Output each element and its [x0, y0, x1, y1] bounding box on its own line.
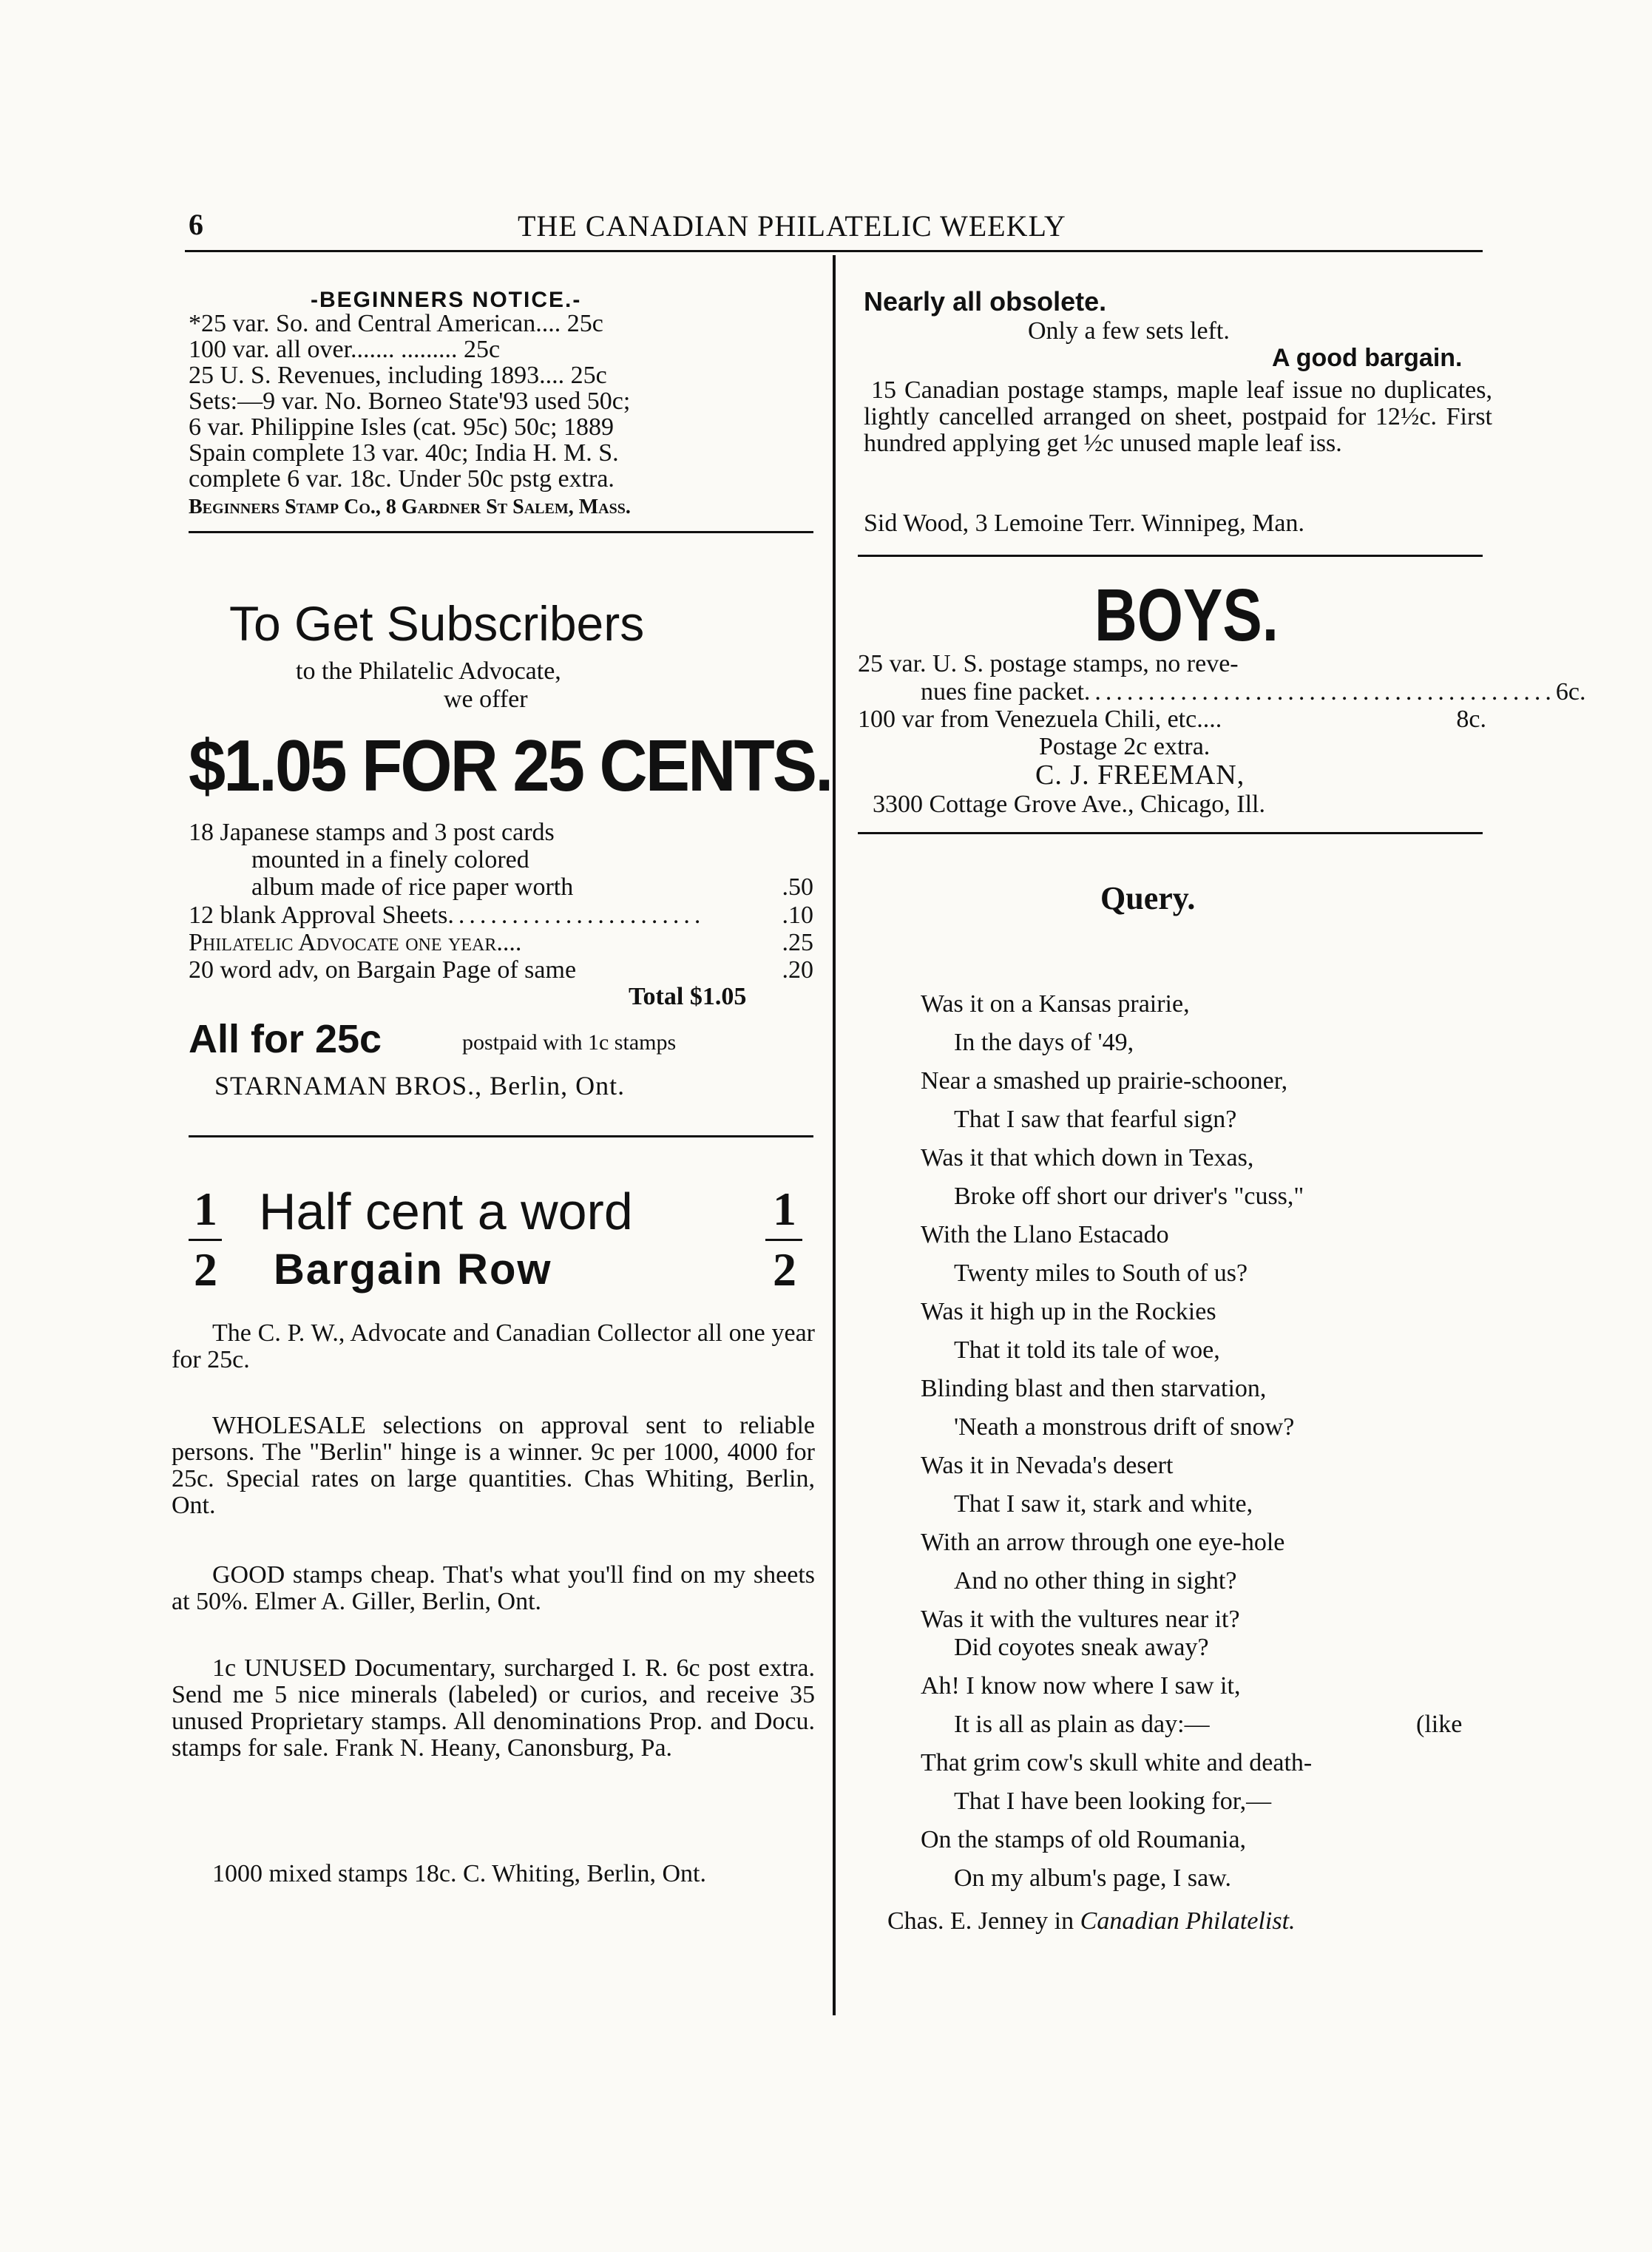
advocate-item-row — [251, 874, 813, 901]
advocate-all-for-note: postpaid with 1c stamps — [462, 1030, 677, 1055]
classified-ad: WHOLESALE selections on approval sent to reliable persons. The "Berlin" hinge is a winner. 9c per 1000, 4000 for 25c. Special rates on large quantities. Chas Whiting, Berlin, Ont. — [172, 1412, 815, 1519]
poem-line: In the days of '49, — [954, 1029, 1134, 1056]
column-divider — [833, 255, 836, 2015]
poem-line: Broke off short our driver's "cuss," — [954, 1183, 1304, 1210]
obsolete-heading: Nearly all obsolete. — [864, 286, 1107, 317]
attribution-author: Chas. E. Jenney in — [887, 1907, 1074, 1935]
poem-line: Was it that which down in Texas, — [921, 1144, 1254, 1171]
beginners-heading: -BEGINNERS NOTICE.- — [311, 288, 582, 312]
advocate-item-price: .10 — [782, 902, 813, 929]
advocate-item-row — [189, 957, 813, 984]
poem-line: That I saw that fearful sign? — [954, 1106, 1237, 1133]
poem-line: Blinding blast and then starvation, — [921, 1375, 1267, 1402]
advocate-item-label: 20 word adv, on Bargain Page of same — [189, 956, 577, 984]
bargain-heading: Half cent a word — [259, 1183, 633, 1240]
beginners-line: *25 var. So. and Central American.... 25c — [189, 310, 603, 337]
poem-line: On the stamps of old Roumania, — [921, 1826, 1247, 1853]
classified-ad: 1000 mixed stamps 18c. C. Whiting, Berlin, Ont. — [212, 1860, 706, 1887]
rule — [189, 1239, 222, 1241]
obsolete-line: A good bargain. — [1272, 344, 1463, 372]
classified-ad: 1c UNUSED Documentary, surcharged I. R. 6c post extra. Send me 5 nice minerals (labeled) or curios, and receive 35 unused Proprietary stamps. All denominations Prop. and Docu. stamps for sale. Frank N. Heany, Canonsburg, Pa. — [172, 1654, 815, 1762]
classified-ad: GOOD stamps cheap. That's what you'll find on my sheets at 50%. Elmer A. Giller, Berlin, Ont. — [172, 1561, 815, 1615]
obsolete-signature: Sid Wood, 3 Lemoine Terr. Winnipeg, Man. — [864, 510, 1305, 537]
poem-line: It is all as plain as day:— — [954, 1711, 1210, 1738]
advocate-total: Total $1.05 — [629, 983, 747, 1010]
poem-line: With an arrow through one eye-hole — [921, 1529, 1285, 1556]
poem-line: Did coyotes sneak away? — [954, 1634, 1209, 1661]
bargain-number: 1 — [194, 1183, 217, 1235]
boys-postage: Postage 2c extra. — [1039, 733, 1211, 760]
boys-item-row: nues fine packet ............................................ 6c. — [921, 678, 1586, 706]
advocate-item-row: 12 blank Approval Sheets ........................ .10 — [189, 902, 813, 929]
beginners-line: 6 var. Philippine Isles (cat. 95c) 50c; 1889 — [189, 413, 615, 441]
poem-aside: (like — [1416, 1711, 1463, 1738]
boys-heading: BOYS. — [1094, 574, 1279, 657]
boys-address: 3300 Cottage Grove Ave., Chicago, Ill. — [873, 791, 1265, 818]
bargain-heading: Bargain Row — [274, 1245, 552, 1294]
poem-line: With the Llano Estacado — [921, 1221, 1169, 1248]
boys-name: C. J. FREEMAN, — [1035, 760, 1245, 791]
beginners-line: complete 6 var. 18c. Under 50c pstg extra. — [189, 465, 615, 493]
beginners-line: Sets:—9 var. No. Borneo State'93 used 50c; — [189, 388, 631, 415]
classified-ad: The C. P. W., Advocate and Canadian Collector all one year for 25c. — [172, 1319, 815, 1373]
advocate-item-price: .50 — [782, 873, 813, 901]
poem-line: Was it in Nevada's desert — [921, 1452, 1174, 1479]
poem-line: That grim cow's skull white and death- — [921, 1749, 1313, 1776]
poem-line: Was it on a Kansas prairie, — [921, 990, 1190, 1018]
advocate-signature: STARNAMAN BROS., Berlin, Ont. — [214, 1071, 626, 1100]
page-number: 6 — [189, 208, 203, 241]
poem-line: That I saw it, stark and white, — [954, 1490, 1253, 1518]
advocate-subheading: to the Philatelic Advocate, — [296, 657, 561, 685]
advocate-item-price: .20 — [782, 956, 813, 984]
rule — [765, 1239, 802, 1241]
bargain-number: 2 — [773, 1243, 796, 1296]
advocate-item: 18 Japanese stamps and 3 post cards — [189, 819, 555, 846]
poem-line: That it told its tale of woe, — [954, 1336, 1220, 1364]
advocate-item-price: .25 — [782, 929, 813, 956]
advocate-offer: $1.05 FOR 25 CENTS. — [189, 725, 832, 806]
poem-title: Query. — [1100, 880, 1196, 916]
rule — [858, 555, 1483, 557]
advocate-heading: To Get Subscribers — [229, 596, 645, 651]
advocate-all-for: All for 25c — [189, 1017, 382, 1061]
advocate-item-label: 12 blank Approval Sheets — [189, 902, 448, 929]
boys-item-label: nues fine packet — [921, 678, 1084, 706]
running-title: THE CANADIAN PHILATELIC WEEKLY — [518, 209, 1066, 243]
boys-item: 25 var. U. S. postage stamps, no reve- — [858, 650, 1239, 677]
poem-line: 'Neath a monstrous drift of snow? — [954, 1413, 1295, 1441]
boys-item-price: 6c. — [1555, 678, 1586, 706]
poem-attribution — [887, 1908, 1296, 1935]
attribution-source: Canadian Philatelist. — [1080, 1907, 1296, 1935]
poem-line: And no other thing in sight? — [954, 1567, 1237, 1595]
obsolete-body: 15 Canadian postage stamps, maple leaf issue no duplicates, lightly cancelled arranged on sheet, postpaid for 12½c. First hundred applying get ½c unused maple leaf iss. — [864, 376, 1492, 457]
poem-line: Twenty miles to South of us? — [954, 1259, 1248, 1287]
poem-line: That I have been looking for,— — [954, 1788, 1272, 1815]
obsolete-line: Only a few sets left. — [1028, 317, 1230, 345]
beginners-line: Spain complete 13 var. 40c; India H. M. S. — [189, 439, 619, 467]
poem-line: Ah! I know now where I saw it, — [921, 1672, 1241, 1700]
bargain-number: 1 — [773, 1183, 796, 1235]
advocate-item: mounted in a finely colored — [251, 846, 529, 873]
poem-line: Was it high up in the Rockies — [921, 1298, 1216, 1325]
poem-line: On my album's page, I saw. — [954, 1864, 1232, 1892]
rule — [189, 1135, 813, 1137]
boys-item-price: 8c. — [1456, 706, 1486, 733]
poem-line: Was it with the vultures near it? — [921, 1606, 1240, 1633]
beginners-signature: Beginners Stamp Co., 8 Gardner St Salem, Mass. — [189, 496, 631, 518]
rule — [189, 531, 813, 533]
advocate-subheading: we offer — [444, 686, 528, 713]
advocate-item-label: album made of rice paper worth — [251, 873, 574, 901]
beginners-line: 25 U. S. Revenues, including 1893.... 25c — [189, 362, 607, 389]
boys-item-row — [858, 706, 1486, 733]
header-rule — [185, 250, 1483, 252]
bargain-number: 2 — [194, 1243, 217, 1296]
rule — [858, 832, 1483, 834]
beginners-line: 100 var. all over....... ......... 25c — [189, 336, 501, 363]
advocate-item-row — [189, 930, 813, 956]
poem-line: Near a smashed up prairie-schooner, — [921, 1067, 1288, 1095]
advocate-item-label: Philatelic Advocate one year.... — [189, 929, 522, 956]
boys-item-label: 100 var from Venezuela Chili, etc.... — [858, 706, 1222, 733]
